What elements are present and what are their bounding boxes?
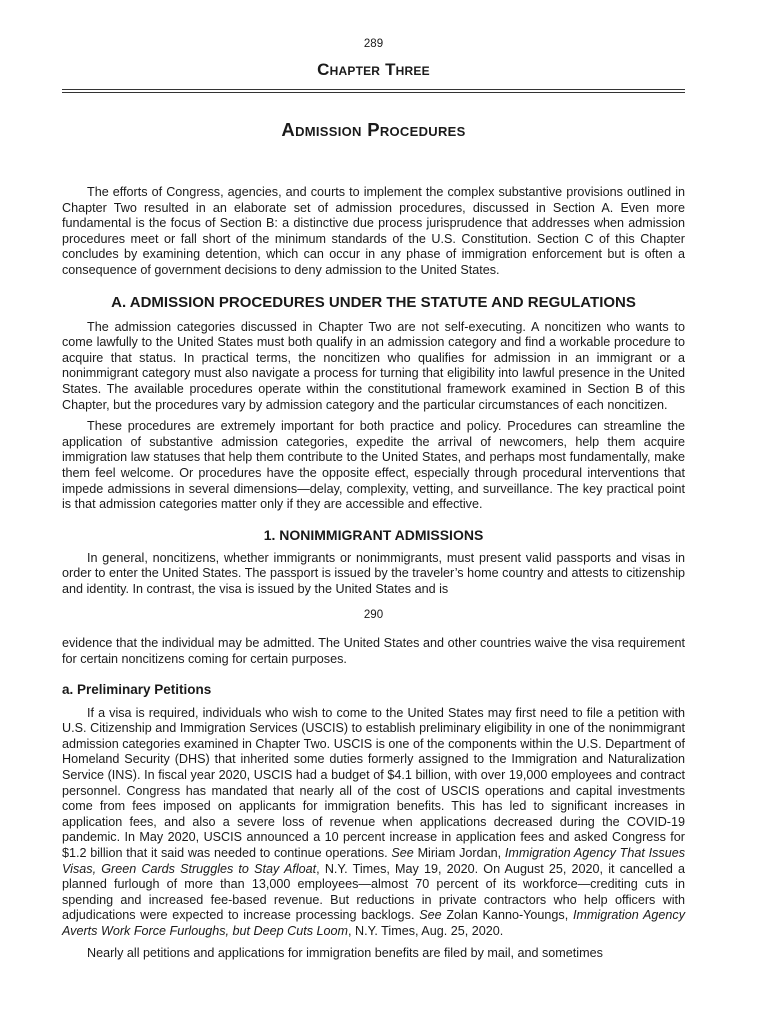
page-number: 289 — [363, 38, 384, 50]
petitions-paragraph: If a visa is required, individuals who wish to come to the United States may first need to file a petition with U.S. Citizenship and Immigration Services (USCIS) to establish preliminary eligibility in one of the nonimmigrant admission categories examined in Chapter Two. USCIS is one of the components within the U.S. Department of Homeland Security (DHS) that inherited some duties formerly assigned to the Immigration and Naturalization Service (INS). In fiscal year 2020, USCIS had a budget of $4.1 billion, with over 19,000 employees and contract personnel. Congress has mandated that nearly all of the cost of USCIS operations and capital investments come from fees imposed on applicants for immigration benefits. This has led to significant increases in application fees, and also a severe loss of revenue when applications decreased during the COVID-19 pandemic. In May 2020, USCIS announced a 10 percent increase in application fees and asked Congress for $1.2 billion that it said was needed to continue operations. See Miriam Jordan, Immigration Agency That Issues Visas, Green Cards Struggles to Stay Afloat, N.Y. Times, May 19, 2020. On August 25, 2020, it cancelled a planned furlough of more than 13,000 employees—almost 70 percent of its workforce—crediting cuts in spending and increased fee-based revenue. But reductions in private contractors who help officers with adjudications were expected to increase processing backlogs. See Zolan Kanno-Youngs, Immigration Agency Averts Work Force Furloughs, but Deep Cuts Loom, N.Y. Times, Aug. 25, 2020. — [62, 705, 685, 938]
page-number: 290 — [363, 609, 384, 622]
citation: Immigration Agency That Issues Visas, Green Cards Struggles to Stay Afloat — [62, 846, 685, 876]
last-paragraph-partial: Nearly all petitions and applications for immigration benefits are filed by mail, and sometimes — [87, 945, 603, 960]
chapter-heading: Chapter Three — [317, 60, 430, 79]
section-a-paragraph-2: These procedures are extremely important for both practice and policy. Procedures can streamline the application of substantive admission categories, expedite the arrival of newcomers, help them acquire immigration law statuses that help them contribute to the United States, and perhaps most fundamentally, make them feel welcome. Or procedures have the opposite effect, especially through procedural interventions that impede admissions in several dimensions—delay, complexity, vetting, and surveillance. The key practical point is that admission categories matter only if they are accessible and effective. — [62, 419, 685, 512]
subsection-1-heading: 1. NONIMMIGRANT ADMISSIONS — [263, 526, 484, 543]
intro-paragraph: The efforts of Congress, agencies, and courts to implement the complex substantive provisions outlined in Chapter Two resulted in an elaborate set of admission procedures, discussed in Section A. Even more fundamental is the focus of Section B: a distinctive due process jurisprudence that addresses when admission procedures meet or fall short of the minimum standards of the U.S. Constitution. Section C of this Chapter concludes by examining detention, which can occur in any phase of immigration enforcement but is often a consequence of government decisions to deny admission to the United States. — [62, 185, 685, 277]
subsection-a-heading: a. Preliminary Petitions — [62, 681, 212, 697]
page-2-continuation: evidence that the individual may be admitted. The United States and other countries waive the visa requirement for certain noncitizens coming for certain purposes. — [62, 636, 685, 667]
chapter-title: Admission Procedures — [281, 119, 466, 140]
book-page — [62, 0, 685, 967]
double-rule-divider — [62, 89, 685, 93]
subsection-1-paragraph: In general, noncitizens, whether immigrants or nonimmigrants, must present valid passports and visas in order to enter the United States. The passport is issued by the traveler’s home country and attests to citizenship and identity. In contrast, the visa is issued by the United States and is — [62, 550, 685, 596]
citation: Immigration Agency Averts Work Force Furloughs, but Deep Cuts Loom — [62, 908, 685, 938]
section-a-paragraph-1: The admission categories discussed in Chapter Two are not self-executing. A noncitizen who wants to come lawfully to the United States must both qualify in an admission category and find a workable procedure to acquire that status. In practical terms, the noncitizen who qualifies for admission in an immigrant or a nonimmigrant category must also navigate a process for turning that eligibility into lawful presence in the United States. The available procedures operate within the constitutional framework examined in Section B of this Chapter, but the procedures vary by admission category and the particular circumstances of each noncitizen. — [62, 319, 685, 412]
section-a-heading: A. ADMISSION PROCEDURES UNDER THE STATUTE AND REGULATIONS — [111, 293, 636, 311]
